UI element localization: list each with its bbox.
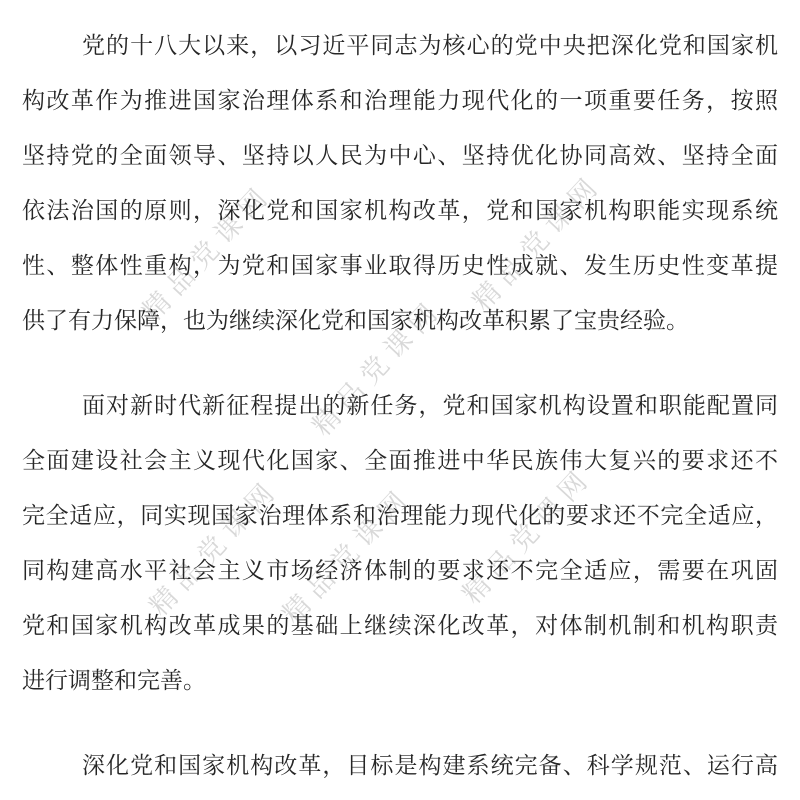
text-line: 面对新时代新征程提出的新任务，党和国家机构设置和职能配置同 — [82, 393, 778, 418]
paragraph — [22, 18, 778, 348]
text-line: 进行调整和完善。 — [22, 668, 206, 693]
watermark: 精品党课网 — [466, 167, 608, 317]
paragraph — [22, 378, 778, 708]
text-line: 同构建高水平社会主义市场经济体制的要求还不完全适应，需要在巩固 — [22, 558, 778, 583]
text-line: 坚持党的全面领导、坚持以人民为中心、坚持优化协同高效、坚持全面 — [22, 143, 778, 168]
text-line: 供了有力保障，也为继续深化党和国家机构改革积累了宝贵经验。 — [22, 308, 689, 333]
text-line: 全面建设社会主义现代化国家、全面推进中华民族伟大复兴的要求还不 — [22, 448, 778, 473]
watermark: 精品党课网 — [143, 472, 285, 622]
text-line: 完全适应，同实现国家治理体系和治理能力现代化的要求还不完全适应， — [22, 503, 778, 528]
watermark: 精品党课网 — [456, 460, 598, 610]
watermark: 精品党课网 — [276, 480, 418, 630]
watermark: 精品党课网 — [306, 292, 448, 442]
text-line: 深化党和国家机构改革，目标是构建系统完备、科学规范、运行高 — [82, 753, 778, 778]
text-line: 党和国家机构改革成果的基础上继续深化改革，对体制机制和机构职责 — [22, 613, 778, 638]
text-line: 党的十八大以来，以习近平同志为核心的党中央把深化党和国家机 — [82, 33, 778, 58]
text-line: 性、整体性重构，为党和国家事业取得历史性成就、发生历史性变革提 — [22, 253, 778, 278]
paragraph — [22, 738, 778, 793]
text-line: 构改革作为推进国家治理体系和治理能力现代化的一项重要任务，按照 — [22, 88, 778, 113]
watermark: 精品党课网 — [136, 177, 278, 327]
text-line: 依法治国的原则，深化党和国家机构改革，党和国家机构职能实现系统 — [22, 198, 778, 223]
